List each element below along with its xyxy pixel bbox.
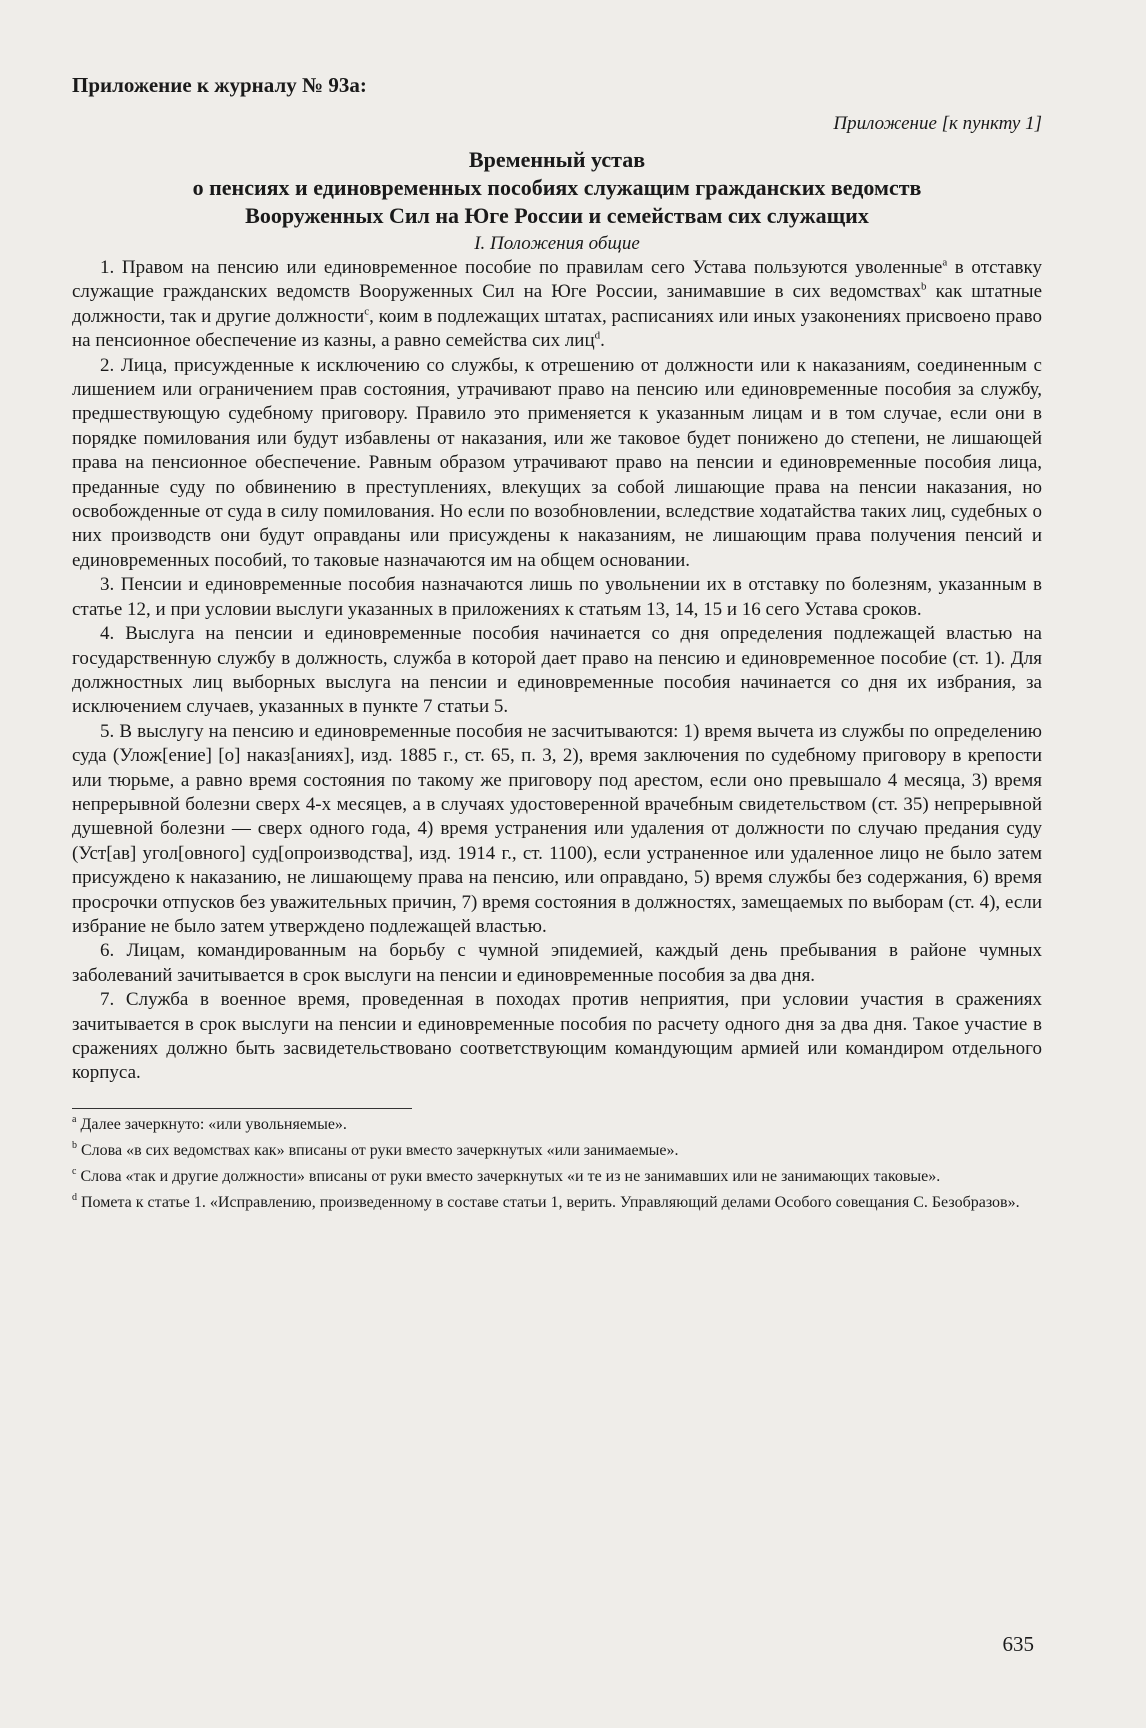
annex-reference: Приложение [к пункту 1] [833, 113, 1042, 134]
paragraph-6: 6. Лицам, командированным на борьбу с чумной эпидемией, каждый день пребывания в районе чумных заболеваний зачитывается в срок выслуги на пенсии и единовременные пособия за два дня. [72, 940, 1042, 986]
paragraph-4: 4. Выслуга на пенсии и единовременные пособия начинается со дня определения подлежащей властью на государственную службу в должность, служба в которой дает право на пенсию и единовременное пособие (ст. 1). Для должностных лиц выборных выслуга на пенсии и единовременные пособия начинается со дня их избрания, за исключением случаев, указанных в пункте 7 статьи 5. [72, 623, 1042, 718]
p1-text-5: . [600, 330, 605, 352]
footnote-b [72, 1141, 1042, 1161]
footnote-mark-b: b [921, 281, 927, 294]
footnote-c [72, 1167, 1042, 1187]
p1-text-1: 1. Правом на пенсию или единовременное пособие по правилам сего Устава пользуются уволенные [100, 257, 943, 278]
journal-header: Приложение к журналу № 93а: [72, 73, 367, 97]
paragraph-1 [72, 256, 1042, 354]
paragraph-7: 7. Служба в военное время, проведенная в походах против неприятия, при условии участия в сражениях зачитывается в срок выслуги на пенсии и единовременные пособия по расчету одного дня за два дня. Такое участие в сражениях должно быть засвидетельствовано соответствующим командующим армией или командиром отдельного корпуса. [72, 989, 1042, 1084]
footnote-mark-a: a [942, 256, 948, 269]
footnote-b-text: Слова «в сих ведомствах как» вписаны от руки вместо зачеркнутых «или занимаемые». [81, 1141, 679, 1159]
title-line-3: Вооруженных Сил на Юге России и семействам сих служащих [245, 203, 869, 228]
document-title [72, 146, 1042, 230]
footnote-a-text: Далее зачеркнуто: «или увольняемые». [80, 1115, 347, 1133]
footnote-c-mark: c [72, 1166, 77, 1178]
section-heading: I. Положения общие [474, 233, 640, 254]
footnote-b-mark: b [72, 1140, 77, 1152]
footnote-a [72, 1115, 1042, 1135]
title-line-2: о пенсиях и единовременных пособиях служащим гражданских ведомств [192, 175, 922, 200]
footnote-d-mark: d [72, 1192, 77, 1204]
page-number: 635 [1002, 1632, 1034, 1656]
paragraph-3: 3. Пенсии и единовременные пособия назначаются лишь по увольнении их в отставку по болезням, указанным в статье 12, и при условии выслуги указанных в приложениях к статьям 13, 14, 15 и 16 сего Устава сроков. [72, 574, 1042, 620]
p1-text-2: в отставку служащие гражданских ведомств Вооруженных Сил на Юге России, занимавшие в сих ведомствах [72, 257, 1042, 303]
footnote-mark-d: d [594, 329, 601, 342]
title-line-1: Временный устав [468, 147, 646, 172]
footnote-c-text: Слова «так и другие должности» вписаны от руки вместо зачеркнутых «и те из не занимавших или не занимающих таковые». [80, 1167, 941, 1185]
paragraph-2: 2. Лица, присужденные к исключению со службы, к отрешению от должности или к наказаниям, соединенным с лишением или ограничением прав состояния, утрачивают право на пенсию или единовременные пособия за службу, предшествующую судебному приговору. Правило это применяется к указанным лицам и в том случае, если они в порядке помилования или будут избавлены от наказания, или же таковое будет понижено до степени, не лишающей права на пенсионное обеспечение. Равным образом утрачивают право на пенсии и единовременные пособия лица, преданные суду по обвинению в преступлениях, влекущих за собой лишающие права на пенсии наказания, но освобожденные от суда в силу помилования. Но если по возобновлении, вследствие ходатайства таких лиц, судебных о них производств они будут оправданы или присуждены к наказаниям, не лишающим права получения пенсий и единовременных пособий, то таковые назначаются им на общем основании. [72, 354, 1042, 571]
p1-text-3: как штатные должности, так и другие должности [72, 281, 1043, 327]
paragraph-5: 5. В выслугу на пенсию и единовременные пособия не засчитываются: 1) время вычета из службы по определению суда (Улож[ение] [о] наказ[аниях], изд. 1885 г., ст. 65, п. 3, 2), время заключения по судебному приговору в крепости или тюрьме, а равно время состояния по такому же приговору под арестом, если оно превышало 4 месяца, 3) время непрерывной болезни сверх 4-х месяцев, а в случаях удостоверенной врачебным свидетельством (ст. 35) непрерывной душевной болезни — сверх одного года, 4) время устранения или удаления от должности по случаю предания суду (Уст[ав] угол[овного] суд[опроизводства], изд. 1914 г., ст. 1100), если устраненное или удаленное лицо не было затем присуждено к наказанию, не лишающему права на пенсию, или оправдано, 5) время службы без содержания, 6) время просрочки отпусков без уважительных причин, 7) время состояния в должностях, замещаемых по выборам (ст. 4), если избрание не было затем утверждено подлежащей властью. [72, 720, 1042, 937]
footnote-d [72, 1193, 1042, 1213]
page-content [72, 72, 1042, 1219]
footnote-a-mark: a [72, 1114, 77, 1126]
footnote-divider [72, 1108, 412, 1109]
footnote-d-text: Помета к статье 1. «Исправлению, произведенному в составе статьи 1, верить. Управляющий делами Особого совещания С. Безобразов». [81, 1193, 1020, 1211]
footnote-mark-c: c [364, 305, 370, 318]
p1-text-4: , коим в подлежащих штатах, расписаниях или иных узаконениях присвоено право на пенсионное обеспечение из казны, а равно семейства сих лиц [72, 305, 1042, 352]
